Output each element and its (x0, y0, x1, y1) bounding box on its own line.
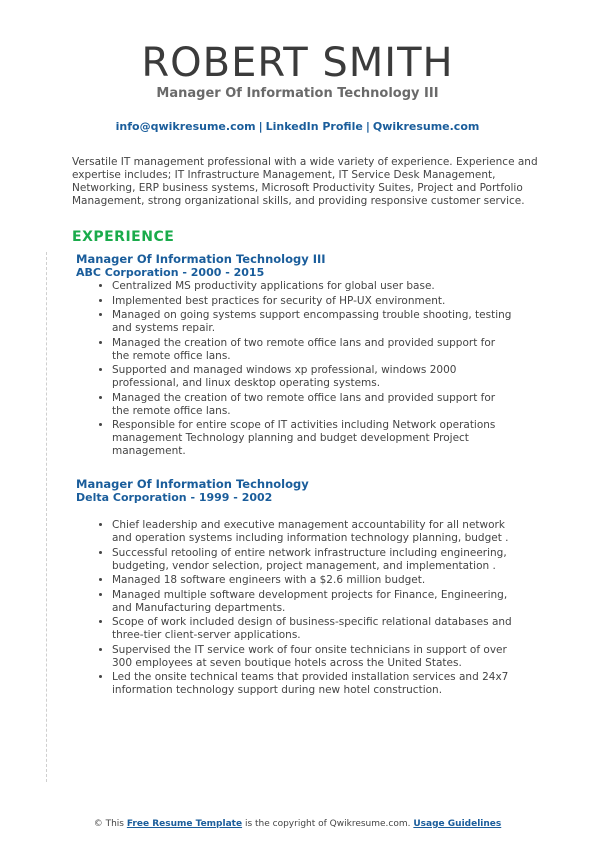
job-bullet: • Managed 18 software engineers with a $2.6 million budget. (112, 574, 515, 587)
job-company-dates: ABC Corporation - 2000 - 2015 (76, 266, 265, 279)
job-entry (76, 477, 515, 697)
linkedin-link[interactable]: LinkedIn Profile (265, 120, 363, 133)
contact-separator: | (258, 120, 263, 133)
job-bullet: • Supervised the IT service work of four onsite technicians in support of over 300 employees at seven boutique hotels across the United States. (112, 644, 515, 670)
job-entry (76, 252, 515, 458)
timeline-divider (46, 252, 47, 782)
candidate-name: ROBERT SMITH (141, 40, 454, 86)
job-bullet: • Managed multiple software development projects for Finance, Engineering, and Manufacturing departments. (112, 589, 515, 615)
job-bullet: • Supported and managed windows xp professional, windows 2000 professional, and linux desktop operating systems. (112, 364, 515, 390)
job-bullet: • Responsible for entire scope of IT activities including Network operations management Technology planning and budget development Project management. (112, 419, 515, 458)
job-title: Manager Of Information Technology III (76, 252, 326, 266)
experience-section (0, 252, 595, 697)
job-bullet: • Led the onsite technical teams that provided installation services and 24x7 information technology support during new hotel construction. (112, 671, 515, 697)
job-bullet: • Managed on going systems support encompassing trouble shooting, testing and systems repair. (112, 309, 515, 335)
job-company-dates: Delta Corporation - 1999 - 2002 (76, 491, 273, 504)
job-bullet: • Managed the creation of two remote office lans and provided support for the remote office lans. (112, 337, 515, 363)
contact-line (0, 120, 595, 134)
job-bullet: • Scope of work included design of business-specific relational databases and three-tier client-server applications. (112, 616, 515, 642)
contact-separator: | (365, 120, 370, 133)
usage-guidelines-link[interactable]: Usage Guidelines (413, 819, 502, 829)
job-bullet-list (76, 519, 515, 697)
website-link[interactable]: Qwikresume.com (372, 120, 480, 133)
job-bullet: • Chief leadership and executive management accountability for all network and operation systems including information technology planning, budget . (112, 519, 515, 545)
footer-prefix: © This (93, 819, 124, 829)
email-link[interactable]: info@qwikresume.com (115, 120, 256, 133)
summary-paragraph: Versatile IT management professional with a wide variety of experience. Experience and expertise includes; IT Infrastructure Management, IT Service Desk Management, Networking, ERP business systems, Microsoft Productivity Suites, Project and Portfolio Management, strong organizational skills, and providing responsive customer service. (72, 156, 538, 207)
job-bullet-list (76, 280, 515, 458)
job-bullet: • Successful retooling of entire network infrastructure including engineering, budgeting, vendor selection, project management, and implementation . (112, 547, 515, 573)
candidate-title: Manager Of Information Technology III (156, 86, 439, 101)
footer-middle: is the copyright of Qwikresume.com. (244, 819, 411, 829)
copyright-footer (0, 818, 595, 830)
resume-header (0, 0, 595, 134)
job-title: Manager Of Information Technology (76, 477, 309, 491)
job-bullet: • Centralized MS productivity applications for global user base. (112, 280, 515, 293)
experience-heading: EXPERIENCE (72, 229, 175, 245)
job-bullet: • Managed the creation of two remote office lans and provided support for the remote office lans. (112, 392, 515, 418)
job-bullet: • Implemented best practices for security of HP-UX environment. (112, 295, 515, 308)
free-resume-template-link[interactable]: Free Resume Template (126, 819, 243, 829)
